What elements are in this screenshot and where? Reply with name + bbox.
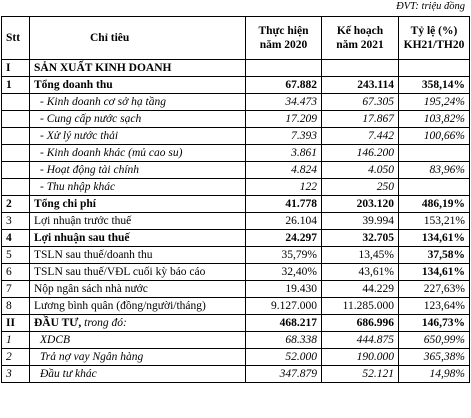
table-row (2, 77, 470, 94)
header-ratio-line1: Tỷ lệ (%) (410, 25, 458, 37)
cell-name: TSLN sau thuế/VĐL cuối kỳ báo cáo (30, 264, 246, 281)
cell-actual: 17.209 (246, 111, 322, 128)
table-row (2, 111, 470, 128)
cell-plan: 146.200 (322, 145, 399, 162)
table-row (2, 94, 470, 111)
table-row (2, 213, 470, 230)
cell-name (30, 315, 246, 332)
cell-plan: 11.285.000 (322, 298, 399, 315)
cell-stt: 1 (2, 77, 30, 94)
table-row (2, 247, 470, 264)
cell-plan: 686.996 (322, 315, 399, 332)
cell-ratio: 365,38% (399, 349, 470, 366)
cell-stt (2, 145, 30, 162)
cell-plan: 52.121 (322, 366, 399, 383)
cell-plan: 4.050 (322, 162, 399, 179)
cell-name: - Xử lý nước thải (30, 128, 246, 145)
cell-ratio (399, 60, 470, 77)
table-row (2, 298, 470, 315)
cell-actual: 347.879 (246, 366, 322, 383)
cell-ratio: 134,61% (399, 230, 470, 247)
cell-stt: 2 (2, 349, 30, 366)
table-row (2, 281, 470, 298)
cell-ratio: 153,21% (399, 213, 470, 230)
table-header-row (2, 17, 470, 60)
cell-actual: 34.473 (246, 94, 322, 111)
cell-name: SẢN XUẤT KINH DOANH (30, 60, 246, 77)
cell-ratio: 146,73% (399, 315, 470, 332)
cell-name: Tổng doanh thu (30, 77, 246, 94)
header-ratio (399, 17, 470, 60)
table-row (2, 162, 470, 179)
cell-name: - Thu nhập khác (30, 179, 246, 196)
cell-stt: 1 (2, 332, 30, 349)
cell-stt (2, 162, 30, 179)
cell-stt: 7 (2, 281, 30, 298)
cell-stt (2, 128, 30, 145)
cell-actual: 19.430 (246, 281, 322, 298)
cell-stt: II (2, 315, 30, 332)
table-row (2, 264, 470, 281)
cell-plan: 444.875 (322, 332, 399, 349)
cell-actual: 68.338 (246, 332, 322, 349)
table-row (2, 230, 470, 247)
cell-stt (2, 94, 30, 111)
cell-actual: 9.127.000 (246, 298, 322, 315)
cell-stt: 4 (2, 230, 30, 247)
cell-name: Nộp ngân sách nhà nước (30, 281, 246, 298)
cell-ratio: 83,96% (399, 162, 470, 179)
cell-plan: 67.305 (322, 94, 399, 111)
cell-ratio (399, 179, 470, 196)
header-actual-line2: năm 2020 (259, 39, 308, 51)
cell-plan: 190.000 (322, 349, 399, 366)
cell-plan: 39.994 (322, 213, 399, 230)
header-actual-line1: Thực hiện (258, 25, 309, 37)
cell-actual: 32,40% (246, 264, 322, 281)
table-row (2, 366, 470, 383)
cell-plan (322, 60, 399, 77)
cell-actual (246, 60, 322, 77)
cell-ratio: 103,82% (399, 111, 470, 128)
cell-actual: 67.882 (246, 77, 322, 94)
cell-plan: 17.867 (322, 111, 399, 128)
table-row (2, 196, 470, 213)
cell-actual: 41.778 (246, 196, 322, 213)
cell-plan: 250 (322, 179, 399, 196)
cell-name-main: ĐẦU TƯ, (34, 316, 82, 329)
header-stt: Stt (2, 17, 30, 60)
cell-name: Trả nợ vay Ngân hàng (30, 349, 246, 366)
table-row (2, 332, 470, 349)
cell-actual: 52.000 (246, 349, 322, 366)
cell-stt: 3 (2, 366, 30, 383)
cell-actual: 4.824 (246, 162, 322, 179)
cell-name: - Cung cấp nước sạch (30, 111, 246, 128)
cell-ratio: 195,24% (399, 94, 470, 111)
business-plan-table (1, 16, 470, 383)
cell-plan: 243.114 (322, 77, 399, 94)
table-row (2, 145, 470, 162)
header-actual (246, 17, 322, 60)
cell-name: Tổng chi phí (30, 196, 246, 213)
header-name: Chỉ tiêu (30, 17, 246, 60)
cell-ratio: 37,58% (399, 247, 470, 264)
cell-ratio: 486,19% (399, 196, 470, 213)
cell-actual: 24.297 (246, 230, 322, 247)
cell-actual: 7.393 (246, 128, 322, 145)
cell-stt: 5 (2, 247, 30, 264)
cell-plan: 32.705 (322, 230, 399, 247)
cell-stt (2, 111, 30, 128)
cell-stt: 8 (2, 298, 30, 315)
table-row (2, 179, 470, 196)
cell-name: Đầu tư khác (30, 366, 246, 383)
cell-name: - Hoạt động tài chính (30, 162, 246, 179)
cell-stt: 6 (2, 264, 30, 281)
cell-plan: 203.120 (322, 196, 399, 213)
cell-ratio: 358,14% (399, 77, 470, 94)
header-plan-line2: năm 2021 (336, 39, 384, 51)
header-plan (322, 17, 399, 60)
cell-name: - Kinh doanh cơ sở hạ tầng (30, 94, 246, 111)
cell-ratio (399, 145, 470, 162)
cell-name: XDCB (30, 332, 246, 349)
table-row (2, 349, 470, 366)
cell-actual: 35,79% (246, 247, 322, 264)
cell-actual: 26.104 (246, 213, 322, 230)
cell-stt: 3 (2, 213, 30, 230)
cell-name: Lợi nhuận sau thuế (30, 230, 246, 247)
cell-stt: I (2, 60, 30, 77)
cell-actual: 468.217 (246, 315, 322, 332)
cell-ratio: 100,66% (399, 128, 470, 145)
cell-plan: 7.442 (322, 128, 399, 145)
cell-name: Lợi nhuận trước thuế (30, 213, 246, 230)
cell-stt: 2 (2, 196, 30, 213)
header-plan-line1: Kế hoạch (336, 25, 384, 37)
unit-note: ĐVT: triệu đồng (396, 1, 465, 12)
cell-ratio: 123,64% (399, 298, 470, 315)
table-row (2, 315, 470, 332)
cell-ratio: 650,99% (399, 332, 470, 349)
cell-actual: 3.861 (246, 145, 322, 162)
cell-plan: 44.229 (322, 281, 399, 298)
cell-ratio: 134,61% (399, 264, 470, 281)
header-ratio-line2: KH21/TH20 (403, 39, 465, 51)
cell-name-suffix: trong đó: (81, 316, 127, 329)
cell-name: Lương bình quân (đồng/người/tháng) (30, 298, 246, 315)
cell-name: - Kinh doanh khác (mủ cao su) (30, 145, 246, 162)
table-row (2, 128, 470, 145)
table-body (2, 60, 470, 383)
cell-ratio: 227,63% (399, 281, 470, 298)
table-row (2, 60, 470, 77)
cell-plan: 13,45% (322, 247, 399, 264)
cell-ratio: 14,98% (399, 366, 470, 383)
cell-name: TSLN sau thuế/doanh thu (30, 247, 246, 264)
cell-plan: 43,61% (322, 264, 399, 281)
cell-stt (2, 179, 30, 196)
cell-actual: 122 (246, 179, 322, 196)
